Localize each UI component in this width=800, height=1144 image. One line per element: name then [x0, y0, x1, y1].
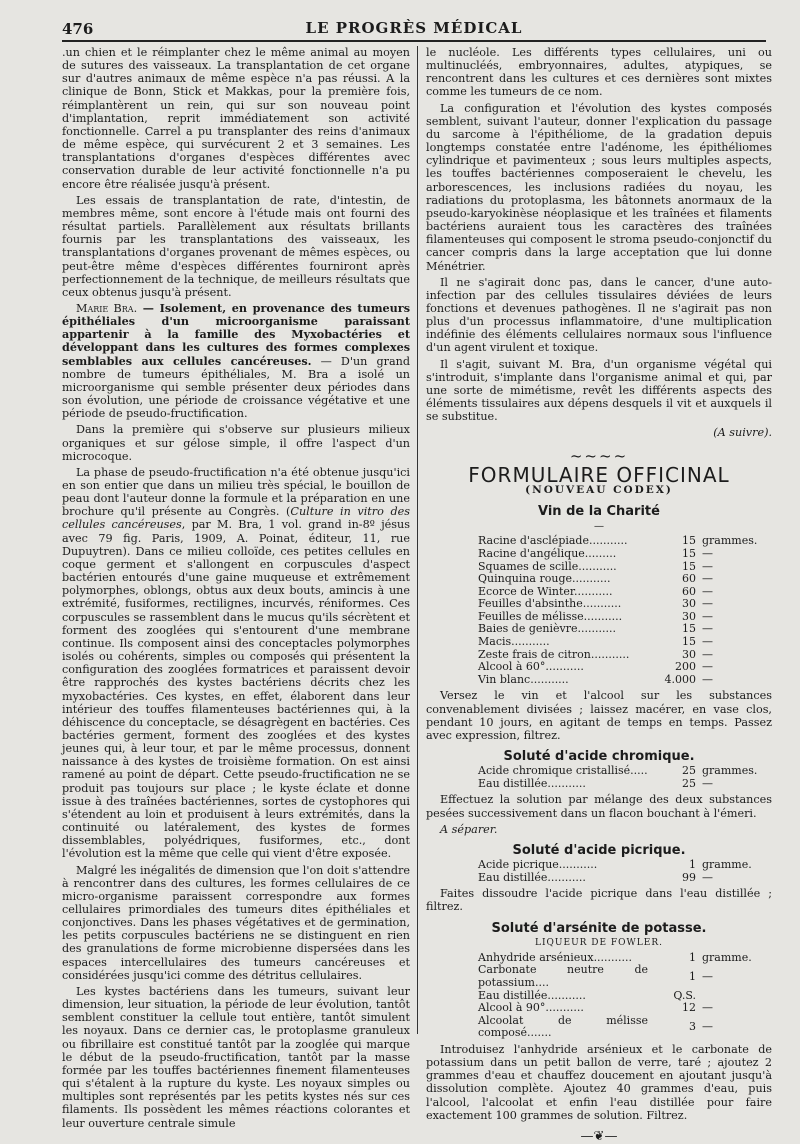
ingredient-name: Eau distillée........... [478, 988, 586, 1002]
paragraph [62, 466, 410, 861]
ingredient-unit: — [702, 597, 713, 611]
ingredient-unit: — [702, 572, 713, 586]
paragraph-text: La phase de pseudo-fructification n'a été obtenue jusqu'ici en son entier que dans un milieu très spécial, le bouillon de peau dont l'auteur donne la formule et la préparation en une brochure qu'il présente au Congrès. ( [62, 465, 410, 519]
ingredient-qty: 15 [682, 559, 696, 573]
ingredient-qty: 30 [682, 597, 696, 611]
ingredient-name: Eau distillée........... [478, 776, 586, 790]
paragraph: Les essais de transplantation de rate, d'intestin, de membres même, sont encore à l'étude mais ont fourni des résultat partiels. Parallèlement aux résultats brillants fournis par les transplantations des vaisseaux, les transplantations d'organes provenant de mêmes espèces, ou peut-être même d'espèces différentes fourniront après perfectionnement de la technique, de meilleurs résultats que ceux obtenus jusqu'à présent. [62, 193, 410, 299]
paragraph: La configuration et l'évolution des kystes composés semblent, suivant l'auteur, donner l'explication du passage du sarcome à l'épithéliome, de la gradation depuis longtemps constatée entre l'adénome, les épithéliomes cylindrique et pavimenteux ; sous leurs multiples aspects, les touffes bactériennes composeraient le chevelu, les arborescences, les inclusions radiées du noyau, les radiations du protoplasma, les bâtonnets anormaux de la pseudo-karyokinèse néoplasique et les traînées et filaments bactériens auraient tous les caractères des traînées filamenteuses qui composent le stroma pseudo-conjonctif du cancer compris dans la large acceptation que lui donne Ménétrier. [426, 101, 772, 273]
ingredient-unit: — [702, 622, 713, 636]
ingredient-qty: 15 [682, 622, 696, 636]
article-title: — Isolement, en provenance des tumeurs épithéliales d'un microorganisme paraissant appartenir à la famille des Myxobactéries et développant dans les cultures des formes complexes semblables aux cellules cancéreuses. [62, 300, 411, 368]
right-column [426, 46, 772, 1144]
ingredient-qty: 25 [682, 776, 696, 790]
ingredient-unit: — [702, 559, 713, 573]
ingredient-unit: — [702, 672, 713, 686]
ingredient-row [478, 636, 772, 649]
paragraph: Effectuez la solution par mélange des deux substances pesées successivement dans un flacon bouchant à l'émeri. [426, 793, 772, 820]
ingredient-name: Eau distillée........... [478, 870, 586, 884]
ingredient-name: Feuilles de mélisse........... [478, 609, 623, 623]
ingredient-name: Zeste frais de citron........... [478, 647, 630, 661]
paragraph: Malgré les inégalités de dimension que l'on doit s'attendre à rencontrer dans des cultures, les formes cellulaires de ce micro-organisme paraissent correspondre aux formes cellulaires primordiales des tumeurs dites épithéliales et conjonctives. Dans les phases végétatives et de germination, les petits corpuscules bactériens ne se distinguent en rien des granulations de forme microbienne dispersées dans les espaces intercellulaires des tumeurs cancéreuses et considérées jusqu'ici comme des détritus cellulaires. [62, 863, 410, 982]
ingredient-unit: grammes. [702, 534, 758, 548]
ingredient-qty: 30 [682, 647, 696, 661]
ingredient-unit: — [702, 1020, 713, 1034]
ingredient-qty: 30 [682, 609, 696, 623]
paragraph: le nucléole. Les différents types cellulaires, uni ou multinucléés, embryonnaires, adultes, atypiques, se rencontrent dans les cultures et ces dernières sont mixtes comme les tumeurs de ce nom. [426, 46, 772, 99]
section-subtitle: (NOUVEAU CODEX) [525, 483, 673, 496]
ingredient-unit: — [702, 776, 713, 790]
ingredient-name: Squames de scille........... [478, 559, 617, 573]
ingredient-name: Carbonate neutre de potassium.... [478, 963, 648, 990]
ingredient-unit: gramme. [702, 858, 752, 872]
ingredient-row [478, 674, 772, 687]
paragraph: Les kystes bactériens dans les tumeurs, suivant leur dimension, leur situation, la période de leur évolution, tantôt semblent constituer la cellule tout entière, tantôt simulent les noyaux. Dans ce dernier cas, le protoplasme granuleux ou fibrillaire est constitué tantôt par la zooglée qui marque le début de la pseudo-fructification, tantôt par la masse formée par les touffes bactériennes finement filamenteuses qui s'étalent à la rupture du kyste. Les noyaux simples ou multiples sont représentés par les petits kystes nés sur ces filaments. Ils possèdent les mêmes réactions colorantes et leur ouverture centrale simule [62, 984, 410, 1130]
journal-title: LE PROGRÈS MÉDICAL [305, 19, 523, 37]
ingredient-row [478, 548, 772, 561]
ingredient-table [478, 952, 772, 1040]
ingredient-qty: 1 [689, 950, 696, 964]
ingredient-name: Acide chromique cristallisé..... [478, 764, 648, 778]
recipe-title: Vin de la Charité [538, 504, 660, 519]
ingredient-row [478, 872, 772, 885]
ingredient-name: Baies de genièvre........... [478, 622, 616, 636]
ingredient-name: Quinquina rouge........... [478, 572, 611, 586]
ingredient-qty: 99 [682, 870, 696, 884]
ingredient-qty: 1 [689, 858, 696, 872]
paragraph-text: , par M. Bra, 1 vol. grand in-8º jésus avec 79 fig. Paris, 1909, A. Poinat, éditeur, 11, rue Dupuytren). Dans ce milieu colloïde, ces petites cellules en coque germent et s'allongent en corpuscules d'aspect bactérien entourés d'une gaine muqueuse et extrêmement polymorphes, oblongs, obtus aux deux bouts, amincis à une extrémité, fusiformes, rectilignes, incurvés, réniformes. Ces corpuscules se rassemblent dans le mucus qu'ils sécrètent et forment des zooglées qui s'entourent d'une membrane continue. Ils composent ainsi des conceptacles polymorphes isolés ou cohérents, simples ou composés qui présentent la configuration des zooglées formatrices et paraissent devoir être rapprochés des kystes bactériens décrits chez les myxobactéries. Ces kystes, en effet, élaborent dans leur intérieur des touffes filamenteuses bactériennes qui, à la déhiscence du conceptacle, se désagrègent en bactéries. Ces bactéries germent, forment des zooglées et des kystes jeunes qui, à leur tour, et par le même processus, donnent naissance à des kystes de troisième formation. On est ainsi ramené au point de départ. Cette pseudo-fructification ne se produit pas toujours sur place ; le kyste éclate et donne issue à des traînées bactériennes, sortes de cystophores qui s'étendent au loin et produisent à leurs extrémités, dans la continuité ou latéralement, des kystes de formes dissemblables, polyédriques, fusiformes, etc., dont l'évolution est la même que celle qui vient d'être exposée. [62, 518, 410, 861]
ingredient-table [478, 765, 772, 790]
ingredient-qty: 1 [689, 969, 696, 983]
end-ornament: —❦— [580, 1128, 618, 1144]
ingredient-name: Vin blanc........... [478, 672, 569, 686]
ingredient-name: Acide picrique........... [478, 858, 598, 872]
column-divider [417, 46, 418, 1034]
ingredient-qty: 60 [682, 572, 696, 586]
ingredient-qty: 12 [682, 1001, 696, 1015]
article-paragraph [62, 302, 410, 420]
ingredient-table [478, 859, 772, 884]
ingredient-qty: Q.S. [673, 988, 696, 1002]
dash-divider: — [594, 521, 604, 533]
left-column [62, 46, 411, 1130]
ingredient-row [478, 859, 772, 872]
ingredient-qty: 15 [682, 546, 696, 560]
ingredient-unit: — [702, 635, 713, 649]
ingredient-name: Macis........... [478, 635, 550, 649]
ingredient-unit: — [702, 660, 713, 674]
ingredient-name: Alcool à 60°........... [478, 660, 584, 674]
page-header [62, 18, 766, 42]
ingredient-qty: 4.000 [664, 672, 696, 686]
section-title: FORMULAIRE OFFICINAL [468, 462, 730, 487]
ingredient-name: Feuilles d'absinthe........... [478, 597, 622, 611]
ingredient-unit: gramme. [702, 950, 752, 964]
ingredient-row [478, 765, 772, 778]
ingredient-qty: 3 [689, 1020, 696, 1034]
ingredient-name: Racine d'asclépiade........... [478, 534, 628, 548]
book-title: Culture in vitro des cellules cancéreuses [62, 505, 410, 532]
page-number: 476 [62, 20, 94, 38]
author-name: Marie Bra. [76, 301, 138, 315]
ingredient-unit: — [702, 647, 713, 661]
ingredient-unit: — [702, 870, 713, 884]
paragraph: Il s'agit, suivant M. Bra, d'un organisme végétal qui s'introduit, s'implante dans l'organisme animal et qui, par une sorte de mimétisme, revêt les différents aspects des éléments tissulaires aux dépens desquels il vit et auxquels il se substitue. [426, 357, 772, 424]
ingredient-name: Alcool à 90°........... [478, 1001, 584, 1015]
recipe-title: Soluté d'acide picrique. [512, 842, 686, 858]
ingredient-qty: 15 [682, 635, 696, 649]
ingredient-name: Racine d'angélique......... [478, 546, 617, 560]
ingredient-qty: 60 [682, 584, 696, 598]
to-be-continued: (A suivre). [713, 426, 772, 440]
ingredient-name: Anhydride arsénieux........... [478, 950, 633, 964]
ingredient-unit: grammes. [702, 764, 758, 778]
ingredient-unit: — [702, 584, 713, 598]
recipe-subtitle: LIQUEUR DE FOWLER. [535, 937, 663, 948]
ingredient-row [478, 1015, 772, 1040]
article-body: — D'un grand nombre de tumeurs épithéliales, M. Bra a isolé un microorganisme qui semble présenter deux périodes dans son évolution, une période de croissance végétative et une période de pseudo-fructification. [62, 354, 410, 421]
ingredient-qty: 200 [675, 660, 696, 674]
paragraph: Faites dissoudre l'acide picrique dans l'eau distillée ; filtrez. [426, 887, 772, 914]
ingredient-row [478, 573, 772, 586]
ingredient-row [478, 964, 772, 989]
ingredient-name: Alcoolat de mélisse composé....... [478, 1013, 648, 1040]
ingredient-unit: — [702, 1001, 713, 1015]
ingredient-row [478, 598, 772, 611]
ornament-divider: ~~~~ [569, 446, 629, 465]
ingredient-row [478, 778, 772, 791]
paragraph: Versez le vin et l'alcool sur les substances convenablement divisées ; laissez macérer, en vase clos, pendant 10 jours, en agitant de temps en temps. Passez avec expression, filtrez. [426, 689, 772, 742]
ingredient-table [478, 535, 772, 686]
paragraph: Il ne s'agirait donc pas, dans le cancer, d'une auto-infection par des cellules tissulaires déviées de leurs fonctions et devenues pathogènes. Il ne s'agirait pas non plus d'un processus inflammatoire, d'une multiplication indéfinie des éléments cellulaires normaux sous l'influence d'un agent virulent et toxique. [426, 275, 772, 355]
ingredient-qty: 25 [682, 764, 696, 778]
ingredient-row [478, 1002, 772, 1015]
ingredient-row [478, 661, 772, 674]
paragraph: Dans la première qui s'observe sur plusieurs milieux organiques et sur gélose simple, il offre l'aspect d'un microcoque. [62, 423, 410, 463]
ingredient-qty: 15 [682, 534, 696, 548]
ingredient-unit: — [702, 609, 713, 623]
recipe-title: Soluté d'acide chromique. [503, 749, 695, 765]
ingredient-unit: — [702, 546, 713, 560]
ingredient-name: Ecorce de Winter........... [478, 584, 613, 598]
note: A séparer. [440, 822, 498, 836]
paragraph: .un chien et le réimplanter chez le même animal au moyen de sutures des vaisseaux. La transplantation de cet organe sur d'autres animaux de même espèce n'a pas réussi. A la clinique de Bonn, Stick et Makkas, pour la première fois, réimplantèrent un rein, qui sur son nouveau point d'implantation, reprit immédiatement son activité fonctionnelle. Carrel a pu transplanter des reins d'animaux de même espèce, qui survécurent 2 et 3 semaines. Les transplantations d'organes d'espèces différentes avec conservation durable de leur activité fonctionnelle n'a pu encore être réalisée jusqu'à présent. [62, 46, 410, 191]
recipe-title: Soluté d'arsénite de potasse. [491, 920, 707, 936]
ingredient-unit: — [702, 969, 713, 983]
paragraph: Introduisez l'anhydride arsénieux et le carbonate de potassium dans un petit ballon de verre, taré ; ajoutez 2 grammes d'eau et chauffez doucement en ajoutant jusqu'à dissolution complète. Ajoutez 40 grammes d'eau, puis l'alcool, l'alcoolat et enfin l'eau distillée pour faire exactement 100 grammes de solution. Filtrez. [426, 1043, 772, 1122]
